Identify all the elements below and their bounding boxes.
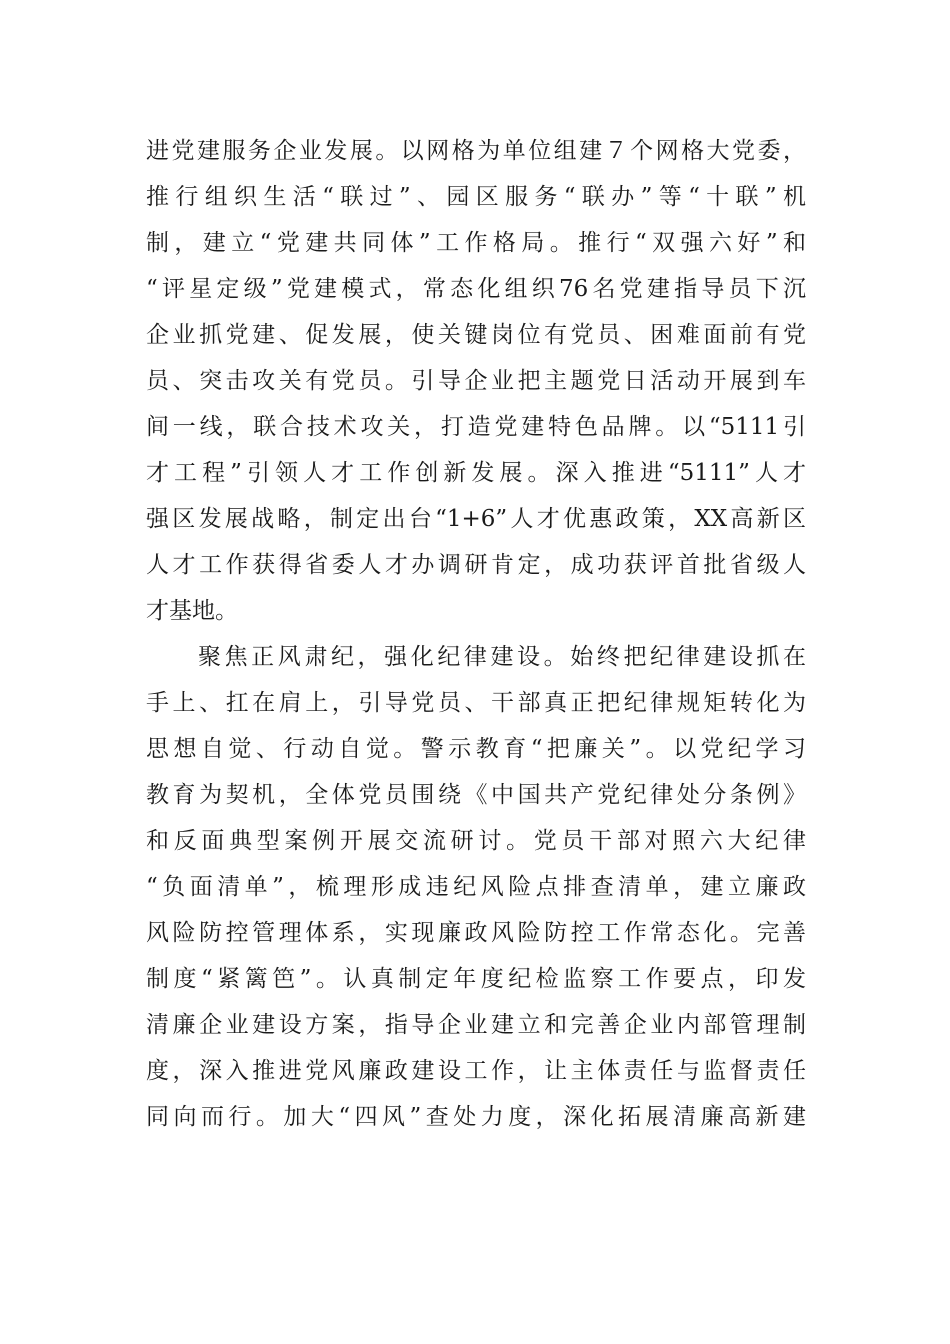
paragraph-line: 风险防控管理体系，实现廉政风险防控工作常态化。完善 (146, 920, 806, 946)
paragraph-line: 人才工作获得省委人才办调研肯定，成功获评首批省级人 (146, 552, 806, 578)
paragraph-1 (146, 128, 806, 634)
paragraph-line: 才工程”引领人才工作创新发展。深入推进“5111”人才 (146, 460, 806, 486)
paragraph-line: 同向而行。加大“四风”查处力度，深化拓展清廉高新建 (146, 1104, 806, 1130)
paragraph-line: 思想自觉、行动自觉。警示教育“把廉关”。以党纪学习 (146, 736, 806, 762)
paragraph-line: “负面清单”，梳理形成违纪风险点排查清单，建立廉政 (146, 874, 806, 900)
paragraph-line: 推行组织生活“联过”、园区服务“联办”等“十联”机 (146, 184, 806, 210)
paragraph-line: “评星定级”党建模式，常态化组织76名党建指导员下沉 (146, 276, 806, 302)
paragraph-line: 制度“紧篱笆”。认真制定年度纪检监察工作要点，印发 (146, 966, 806, 992)
paragraph-line: 手上、扛在肩上，引导党员、干部真正把纪律规矩转化为 (146, 690, 806, 716)
paragraph-line: 和反面典型案例开展交流研讨。党员干部对照六大纪律 (146, 828, 806, 854)
paragraph-line: 强区发展战略，制定出台“1+6”人才优惠政策，XX高新区 (146, 506, 806, 532)
paragraph-line: 清廉企业建设方案，指导企业建立和完善企业内部管理制 (146, 1012, 806, 1038)
paragraph-line: 进党建服务企业发展。以网格为单位组建７个网格大党委， (146, 138, 806, 164)
paragraph-line: 教育为契机，全体党员围绕《中国共产党纪律处分条例》 (146, 782, 806, 808)
paragraph-line: 聚焦正风肃纪，强化纪律建设。始终把纪律建设抓在 (198, 644, 806, 670)
paragraph-line: 企业抓党建、促发展，使关键岗位有党员、困难面前有党 (146, 322, 806, 348)
paragraph-line: 才基地。 (146, 598, 238, 624)
paragraph-line: 制，建立“党建共同体”工作格局。推行“双强六好”和 (146, 230, 806, 256)
paragraph-2 (146, 634, 806, 1140)
paragraph-line: 员、突击攻关有党员。引导企业把主题党日活动开展到车 (146, 368, 806, 394)
document-body (146, 128, 806, 1140)
paragraph-line: 度，深入推进党风廉政建设工作，让主体责任与监督责任 (146, 1058, 806, 1084)
paragraph-line: 间一线，联合技术攻关，打造党建特色品牌。以“5111引 (146, 414, 806, 440)
